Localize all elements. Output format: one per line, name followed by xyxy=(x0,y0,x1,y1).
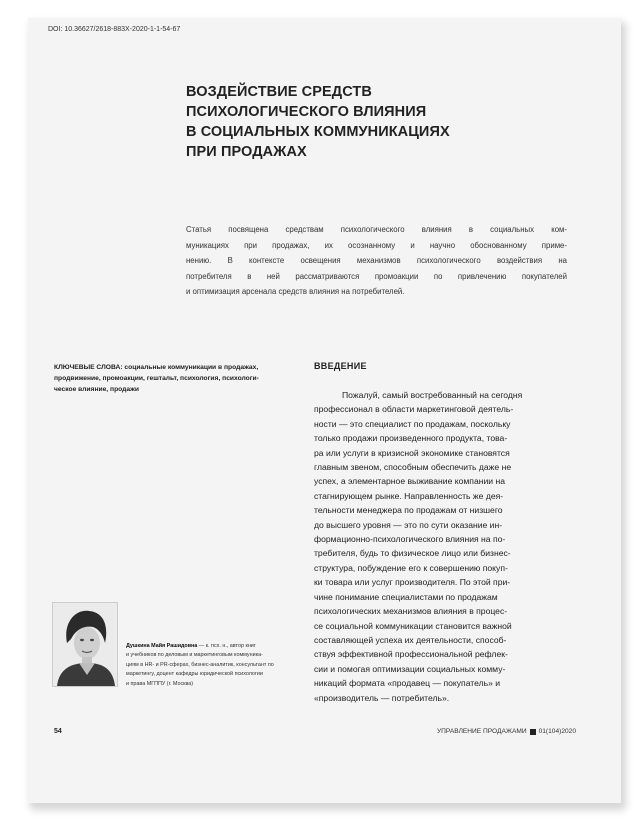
author-line: маркетингу, доцент кафедры юридической психологии xyxy=(126,671,263,678)
body-line: ствуя эффективной профессиональной рефлек- xyxy=(314,649,508,660)
abstract-line: и оптимизация арсенала средств влияния на потребителей. xyxy=(186,287,405,296)
body-line: составляющей успеха их деятельности, способ- xyxy=(314,634,507,645)
author-info xyxy=(126,642,296,689)
page-number: 54 xyxy=(54,728,62,735)
body-line: психологических механизмов влияния в процес- xyxy=(314,606,508,617)
body-line: сии и помогая оптимизации социальных комму- xyxy=(314,663,506,674)
abstract-line: потребителя в ней рассматриваются промоакции по привлечению покупателей xyxy=(186,271,567,281)
black-square-icon xyxy=(530,729,536,735)
title-line: ВОЗДЕЙСТВИЕ СРЕДСТВ xyxy=(186,84,372,100)
keywords-line: ческое влияние, продажи xyxy=(54,386,139,393)
body-line: ки товара или услуг производителя. По этой при- xyxy=(314,577,511,588)
body-line: стагнирующем рынке. Направленность же дея- xyxy=(314,490,504,501)
body-line: успех, а элементарное выживание компании на xyxy=(314,476,505,487)
body-line: ра или услуги в кризисной экономике становятся xyxy=(314,447,510,458)
abstract-line: нению. В контексте освещения механизмов психологического воздействия на xyxy=(186,256,567,265)
abstract-line: Статья посвящена средствам психологического влияния в социальных ком- xyxy=(186,225,567,234)
body-line: ности — это специалист по продажам, поскольку xyxy=(314,418,511,429)
keywords-line: продвижение, промоакции, гештальт, психология, психологи- xyxy=(54,375,259,382)
body-line: до высшего уровня — это по сути оказание ин- xyxy=(314,519,503,530)
doi-line: DOI: 10.36627/2618-883X-2020-1-1-54-67 xyxy=(48,26,181,33)
author-line: и права МГППУ (г. Москва) xyxy=(126,680,194,687)
body-line: структура, побуждение его к совершению покуп- xyxy=(314,562,508,573)
body-line: профессионал в области маркетинговой деятель- xyxy=(314,404,514,415)
body-line: только продажи произведенного продукта, това- xyxy=(314,433,508,444)
author-line: и учебников по деловым и маркетинговым коммуника- xyxy=(126,652,263,659)
running-footer xyxy=(437,728,576,735)
issue-number: 01(104)2020 xyxy=(538,728,576,735)
abstract xyxy=(186,222,567,300)
author-degree: — к. псх. н., автор книг xyxy=(197,643,256,649)
title-line: В СОЦИАЛЬНЫХ КОММУНИКАЦИЯХ xyxy=(186,124,450,140)
body-line: формационно-психологического влияния на по- xyxy=(314,534,506,545)
body-line: требителя, будь то физическое лицо или бизнес- xyxy=(314,548,511,559)
author-line: циям в HR- и PR-сферах, бизнес-аналитик, консультант по xyxy=(126,661,274,668)
body-line: тельности менеджера по продажам от низшего xyxy=(314,505,503,516)
title-line: ПСИХОЛОГИЧЕСКОГО ВЛИЯНИЯ xyxy=(186,104,427,120)
title-line: ПРИ ПРОДАЖАХ xyxy=(186,144,307,160)
keywords xyxy=(54,362,290,395)
section-heading: ВВЕДЕНИЕ xyxy=(314,361,367,371)
author-name: Душкина Майя Рашидовна xyxy=(126,643,198,649)
body-line: главным звеном, способным обеспечить даже не xyxy=(314,462,512,473)
body-line: чине понимание специалистами по продажам xyxy=(314,591,498,602)
author-photo xyxy=(52,602,118,687)
body-line: никаций формата «продавец — покупатель» и xyxy=(314,678,501,689)
abstract-line: муникациях при продажах, их осознанному и научно обоснованному приме- xyxy=(186,240,567,250)
body-line: се социальной коммуникации становится важной xyxy=(314,620,512,631)
keywords-line: КЛЮЧЕВЫЕ СЛОВА: социальные коммуникации в продажах, xyxy=(54,364,259,371)
intro-body xyxy=(314,388,566,705)
body-line: Пожалуй, самый востребованный на сегодня xyxy=(342,390,523,400)
body-line: «производитель — потребитель». xyxy=(314,692,450,703)
article-title xyxy=(186,82,450,162)
portrait-icon xyxy=(53,603,117,686)
journal-name: УПРАВЛЕНИЕ ПРОДАЖАМИ xyxy=(436,728,527,735)
